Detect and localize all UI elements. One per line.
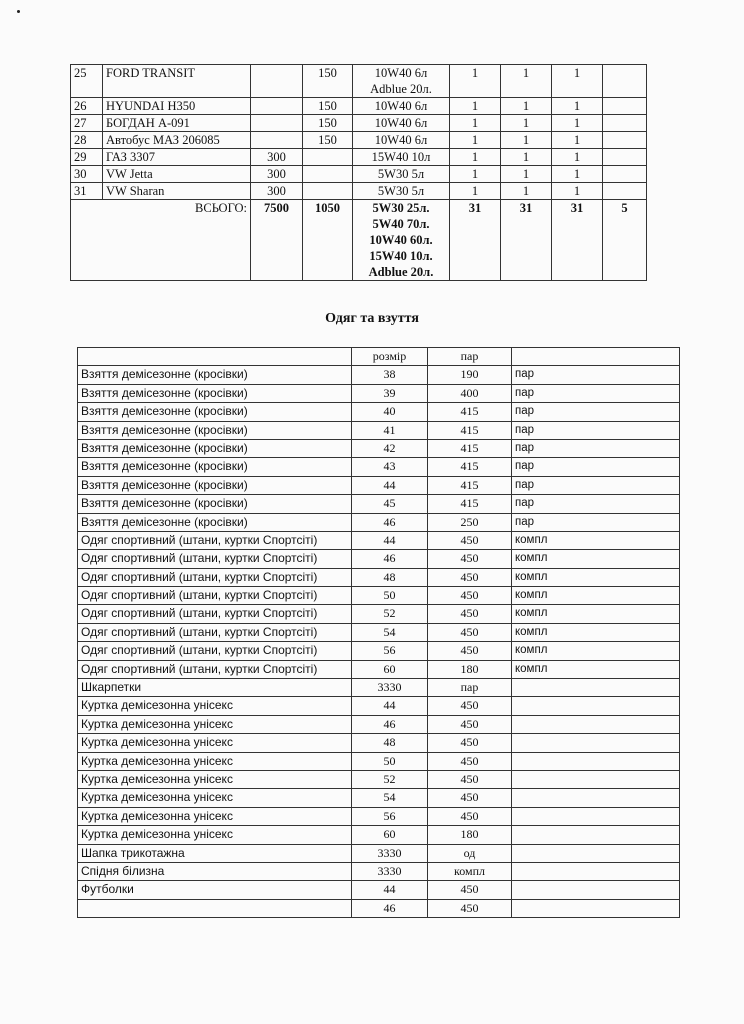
item-name-cell: [78, 348, 352, 366]
size-cell: 48: [352, 568, 428, 586]
count-cell: 1: [552, 183, 603, 200]
unit-cell: [512, 770, 680, 788]
value-b-cell: [303, 183, 353, 200]
item-name-cell: Футболки: [78, 881, 352, 899]
qty-cell: 450: [428, 770, 512, 788]
count-cell: 1: [450, 115, 501, 132]
table-row: [78, 881, 680, 899]
table-row: [78, 642, 680, 660]
unit-cell: пар: [512, 421, 680, 439]
count-cell: [603, 183, 647, 200]
item-name-cell: Взяття демісезонне (кросівки): [78, 458, 352, 476]
value-b-cell: 150: [303, 98, 353, 115]
oil-cell: [353, 65, 450, 98]
count-cell: 1: [552, 132, 603, 149]
size-cell: 48: [352, 734, 428, 752]
value-b-cell: [303, 166, 353, 183]
table-row: [78, 734, 680, 752]
count-cell: [603, 65, 647, 98]
qty-cell: 450: [428, 642, 512, 660]
value-b-cell: 150: [303, 115, 353, 132]
value-b-cell: 150: [303, 65, 353, 98]
count-cell: 1: [450, 132, 501, 149]
item-name-cell: [78, 899, 352, 917]
oil-line: 15W40 10л.: [369, 249, 433, 263]
unit-cell: компл: [512, 531, 680, 549]
oil-cell: [353, 132, 450, 149]
vehicle-name-cell: VW Sharan: [103, 183, 251, 200]
row-number-cell: 27: [71, 115, 103, 132]
table-row: [78, 587, 680, 605]
table-row: [71, 132, 647, 149]
count-cell: 1: [501, 166, 552, 183]
size-cell: 52: [352, 605, 428, 623]
qty-cell: 450: [428, 587, 512, 605]
qty-cell: 190: [428, 366, 512, 384]
item-name-cell: Взяття демісезонне (кросівки): [78, 495, 352, 513]
count-cell: 1: [501, 65, 552, 98]
count-cell: 1: [450, 166, 501, 183]
row-number-cell: 30: [71, 166, 103, 183]
vehicle-oil-table: [70, 64, 647, 281]
item-name-cell: Одяг спортивний (штани, куртки Спортсіті): [78, 531, 352, 549]
table-row: [78, 605, 680, 623]
size-cell: 44: [352, 531, 428, 549]
item-name-cell: Куртка демісезонна унісекс: [78, 752, 352, 770]
unit-cell: [512, 734, 680, 752]
item-name-cell: Одяг спортивний (штани, куртки Спортсіті): [78, 623, 352, 641]
qty-cell: 415: [428, 421, 512, 439]
oil-line: Adblue 20л.: [370, 82, 432, 96]
qty-cell: 415: [428, 439, 512, 457]
total-row: [71, 200, 647, 281]
item-name-cell: Куртка демісезонна унісекс: [78, 715, 352, 733]
size-cell: 60: [352, 826, 428, 844]
table-row: [78, 531, 680, 549]
qty-cell: 450: [428, 605, 512, 623]
table-row: [78, 660, 680, 678]
oil-cell: [353, 98, 450, 115]
value-a-cell: [251, 132, 303, 149]
table-row: [78, 826, 680, 844]
unit-cell: [512, 899, 680, 917]
unit-cell: компл: [512, 587, 680, 605]
value-a-cell: 300: [251, 183, 303, 200]
qty-cell: пар: [428, 348, 512, 366]
unit-cell: пар: [512, 495, 680, 513]
size-cell: 52: [352, 770, 428, 788]
count-cell: [603, 149, 647, 166]
table-row: [78, 789, 680, 807]
count-cell: 1: [501, 98, 552, 115]
table-row: [78, 495, 680, 513]
unit-cell: [512, 348, 680, 366]
value-b-cell: 150: [303, 132, 353, 149]
size-cell: 42: [352, 439, 428, 457]
item-name-cell: Взяття демісезонне (кросівки): [78, 476, 352, 494]
size-cell: 3330: [352, 844, 428, 862]
qty-cell: 450: [428, 697, 512, 715]
table-row: [78, 807, 680, 825]
item-name-cell: Взяття демісезонне (кросівки): [78, 513, 352, 531]
qty-cell: 180: [428, 826, 512, 844]
table-row: [78, 550, 680, 568]
unit-cell: компл: [512, 605, 680, 623]
oil-line: 15W40 10л: [371, 150, 431, 164]
unit-cell: [512, 679, 680, 697]
qty-cell: 450: [428, 568, 512, 586]
unit-cell: пар: [512, 366, 680, 384]
size-cell: 41: [352, 421, 428, 439]
count-cell: 1: [450, 65, 501, 98]
size-cell: 44: [352, 697, 428, 715]
item-name-cell: Взяття демісезонне (кросівки): [78, 421, 352, 439]
table-row: [78, 697, 680, 715]
count-cell: [603, 132, 647, 149]
qty-cell: 180: [428, 660, 512, 678]
table-row: [78, 458, 680, 476]
item-name-cell: Взяття демісезонне (кросівки): [78, 403, 352, 421]
count-cell: 1: [552, 149, 603, 166]
unit-cell: компл: [512, 642, 680, 660]
oil-line: 10W40 6л: [374, 66, 428, 80]
table-row: [78, 623, 680, 641]
count-cell: 1: [450, 98, 501, 115]
item-name-cell: Одяг спортивний (штани, куртки Спортсіті): [78, 660, 352, 678]
size-cell: 46: [352, 715, 428, 733]
value-a-cell: 300: [251, 149, 303, 166]
value-b-cell: [303, 149, 353, 166]
qty-cell: 400: [428, 384, 512, 402]
table-row: [78, 366, 680, 384]
unit-cell: [512, 752, 680, 770]
table-row: [78, 513, 680, 531]
item-name-cell: Куртка демісезонна унісекс: [78, 789, 352, 807]
item-name-cell: Куртка демісезонна унісекс: [78, 807, 352, 825]
count-cell: 1: [450, 183, 501, 200]
unit-cell: пар: [512, 384, 680, 402]
qty-cell: 450: [428, 715, 512, 733]
qty-cell: 450: [428, 531, 512, 549]
size-cell: 38: [352, 366, 428, 384]
item-name-cell: Шапка трикотажна: [78, 844, 352, 862]
size-cell: розмір: [352, 348, 428, 366]
scan-mark: [17, 10, 20, 13]
qty-cell: 450: [428, 807, 512, 825]
oil-line: 10W40 60л.: [369, 233, 433, 247]
count-cell: 1: [501, 183, 552, 200]
oil-cell: [353, 183, 450, 200]
table-row: [71, 166, 647, 183]
count-cell: [603, 166, 647, 183]
table-row: [78, 899, 680, 917]
count-cell: [603, 115, 647, 132]
clothing-table: [77, 347, 680, 918]
table-row: [71, 65, 647, 98]
unit-cell: [512, 881, 680, 899]
row-number-cell: 29: [71, 149, 103, 166]
count-cell: 1: [552, 98, 603, 115]
oil-line: Adblue 20л.: [368, 265, 434, 279]
oil-line: 5W30 5л: [377, 167, 425, 181]
row-number-cell: 25: [71, 65, 103, 98]
size-cell: 60: [352, 660, 428, 678]
size-cell: 39: [352, 384, 428, 402]
unit-cell: [512, 697, 680, 715]
item-name-cell: Куртка демісезонна унісекс: [78, 770, 352, 788]
item-name-cell: Спідня білизна: [78, 862, 352, 880]
size-cell: 3330: [352, 679, 428, 697]
count-cell: 1: [450, 149, 501, 166]
vehicle-name-cell: БОГДАН А-091: [103, 115, 251, 132]
value-a-cell: [251, 115, 303, 132]
vehicle-name-cell: Автобус МАЗ 206085: [103, 132, 251, 149]
unit-cell: компл: [512, 660, 680, 678]
total-count-cell: 31: [552, 200, 603, 281]
table-row: [71, 98, 647, 115]
item-name-cell: Одяг спортивний (штани, куртки Спортсіті): [78, 605, 352, 623]
oil-cell: [353, 166, 450, 183]
vehicle-name-cell: ГАЗ 3307: [103, 149, 251, 166]
size-cell: 46: [352, 899, 428, 917]
unit-cell: пар: [512, 439, 680, 457]
item-name-cell: Взяття демісезонне (кросівки): [78, 366, 352, 384]
table-row: [78, 752, 680, 770]
qty-cell: 450: [428, 899, 512, 917]
item-name-cell: Шкарпетки: [78, 679, 352, 697]
row-number-cell: 26: [71, 98, 103, 115]
table-row: [78, 568, 680, 586]
row-number-cell: 31: [71, 183, 103, 200]
count-cell: 1: [552, 115, 603, 132]
oil-line: 10W40 6л: [374, 133, 428, 147]
unit-cell: компл: [512, 550, 680, 568]
qty-cell: 450: [428, 734, 512, 752]
table-row: [78, 844, 680, 862]
item-name-cell: Одяг спортивний (штани, куртки Спортсіті): [78, 587, 352, 605]
qty-cell: 250: [428, 513, 512, 531]
unit-cell: [512, 807, 680, 825]
table-row: [78, 384, 680, 402]
unit-cell: компл: [512, 568, 680, 586]
count-cell: 1: [552, 65, 603, 98]
qty-cell: 450: [428, 881, 512, 899]
unit-cell: пар: [512, 403, 680, 421]
table-row: [78, 862, 680, 880]
total-a-cell: 7500: [251, 200, 303, 281]
count-cell: 1: [501, 132, 552, 149]
table-row: [78, 715, 680, 733]
total-count-cell: 5: [603, 200, 647, 281]
size-cell: 40: [352, 403, 428, 421]
total-count-cell: 31: [450, 200, 501, 281]
unit-cell: [512, 844, 680, 862]
item-name-cell: Куртка демісезонна унісекс: [78, 734, 352, 752]
size-cell: 44: [352, 881, 428, 899]
table-row: [71, 115, 647, 132]
table-row: [78, 421, 680, 439]
table-row: [71, 183, 647, 200]
count-cell: 1: [552, 166, 603, 183]
item-name-cell: Куртка демісезонна унісекс: [78, 826, 352, 844]
qty-cell: 450: [428, 789, 512, 807]
qty-cell: од: [428, 844, 512, 862]
unit-cell: пар: [512, 476, 680, 494]
oil-line: 10W40 6л: [374, 99, 428, 113]
table-row: [78, 476, 680, 494]
qty-cell: 450: [428, 623, 512, 641]
value-a-cell: [251, 98, 303, 115]
header-row: [78, 348, 680, 366]
count-cell: 1: [501, 115, 552, 132]
size-cell: 45: [352, 495, 428, 513]
total-oil-cell: [353, 200, 450, 281]
item-name-cell: Одяг спортивний (штани, куртки Спортсіті): [78, 550, 352, 568]
size-cell: 43: [352, 458, 428, 476]
oil-cell: [353, 149, 450, 166]
size-cell: 50: [352, 752, 428, 770]
unit-cell: пар: [512, 458, 680, 476]
table-row: [78, 439, 680, 457]
qty-cell: 415: [428, 476, 512, 494]
qty-cell: 415: [428, 495, 512, 513]
value-a-cell: [251, 65, 303, 98]
size-cell: 50: [352, 587, 428, 605]
size-cell: 3330: [352, 862, 428, 880]
oil-line: 5W30 5л: [377, 184, 425, 198]
row-number-cell: 28: [71, 132, 103, 149]
total-b-cell: 1050: [303, 200, 353, 281]
size-cell: 56: [352, 642, 428, 660]
qty-cell: 415: [428, 458, 512, 476]
size-cell: 44: [352, 476, 428, 494]
table-row: [78, 679, 680, 697]
qty-cell: пар: [428, 679, 512, 697]
oil-line: 10W40 6л: [374, 116, 428, 130]
item-name-cell: Куртка демісезонна унісекс: [78, 697, 352, 715]
total-label-cell: ВСЬОГО:: [71, 200, 251, 281]
section-title: Одяг та взуття: [325, 311, 419, 326]
vehicle-name-cell: FORD TRANSIT: [103, 65, 251, 98]
qty-cell: 415: [428, 403, 512, 421]
table-row: [78, 403, 680, 421]
unit-cell: [512, 862, 680, 880]
item-name-cell: Взяття демісезонне (кросівки): [78, 384, 352, 402]
unit-cell: [512, 789, 680, 807]
unit-cell: компл: [512, 623, 680, 641]
count-cell: [603, 98, 647, 115]
size-cell: 54: [352, 789, 428, 807]
size-cell: 54: [352, 623, 428, 641]
size-cell: 56: [352, 807, 428, 825]
unit-cell: пар: [512, 513, 680, 531]
item-name-cell: Одяг спортивний (штани, куртки Спортсіті): [78, 568, 352, 586]
vehicle-name-cell: VW Jetta: [103, 166, 251, 183]
oil-line: 5W40 70л.: [372, 217, 430, 231]
vehicle-name-cell: HYUNDAI H350: [103, 98, 251, 115]
table-row: [71, 149, 647, 166]
size-cell: 46: [352, 550, 428, 568]
item-name-cell: Взяття демісезонне (кросівки): [78, 439, 352, 457]
oil-line: 5W30 25л.: [372, 201, 430, 215]
qty-cell: компл: [428, 862, 512, 880]
oil-cell: [353, 115, 450, 132]
qty-cell: 450: [428, 752, 512, 770]
total-count-cell: 31: [501, 200, 552, 281]
qty-cell: 450: [428, 550, 512, 568]
table-row: [78, 770, 680, 788]
unit-cell: [512, 826, 680, 844]
count-cell: 1: [501, 149, 552, 166]
item-name-cell: Одяг спортивний (штани, куртки Спортсіті): [78, 642, 352, 660]
unit-cell: [512, 715, 680, 733]
size-cell: 46: [352, 513, 428, 531]
value-a-cell: 300: [251, 166, 303, 183]
